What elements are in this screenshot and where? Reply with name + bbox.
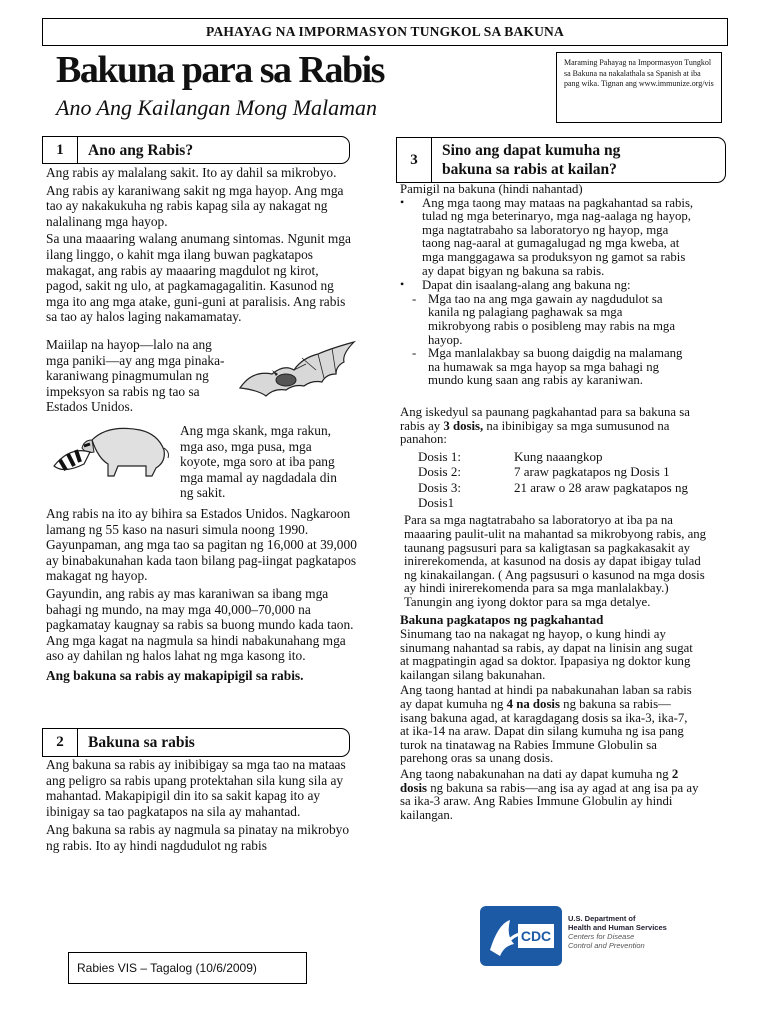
- schedule-intro: [400, 406, 718, 447]
- section-number: 1: [43, 137, 78, 163]
- agency-line: Health and Human Services: [568, 923, 667, 932]
- paragraph: Sa una maaaring walang anumang sintomas. Ngunit mga ilang linggo, o kahit mga ilang buwan pagkatapos makagat, ang rabis ay maaaring magdulot ng kirot, pagod, sakit ng ulo, at pagkamagagalitin. Kasunod ng mga ito ang mga atake, guni-guni at paralisis. Ang rabis sa tao ay halos laging nakamamatay.: [46, 231, 351, 325]
- schedule-text: na ibinibigay sa mga sumusunod na panahon:: [400, 418, 670, 447]
- dose-row: [418, 480, 718, 495]
- dose-count: 4 na dosis: [506, 697, 560, 712]
- section-title: Bakuna sa rabis: [88, 734, 195, 751]
- section-2-body: [46, 757, 358, 854]
- lab-note: Para sa mga nagtatrabaho sa laboratoryo at iba pa na maaaring paulit-ulit na mahantad sa mikrobyong rabis, ang taunang pagsusuri para sa kaligtasan sa pagkakasakit ay inirerekomenda, at kasunod na dosis ay dapat ibigay tulad ng kinakailangan. ( Ang pagsusuri o kasunod na mga dosis ay hindi inirerekomenda para sa mga manlalakbay.) Tanungin ang iyong doktor para sa mga detalye.: [404, 513, 707, 609]
- list-item-text: Dapat din isaalang-alang ang bakuna ng:: [422, 278, 631, 293]
- eligibility-list: [400, 197, 718, 293]
- key-statement: Ang bakuna sa rabis ay makapipigil sa rabis.: [46, 667, 304, 683]
- cdc-logo-text: CDC: [520, 928, 552, 944]
- dose-continuation: Dosis1: [418, 494, 455, 510]
- dose-timing: Kung naaangkop: [514, 448, 603, 464]
- section-number: 2: [43, 729, 78, 756]
- paragraph: Ang bakuna sa rabis ay nagmula sa pinatay na mikrobyo ng rabis. Ito ay hindi nagdudulot ng rabis: [46, 822, 350, 853]
- document-header-bar: PAHAYAG NA IMPORMASYON TUNGKOL SA BAKUNA: [42, 18, 728, 46]
- section-2-header: [42, 728, 350, 757]
- hhs-cdc-logo: [480, 906, 696, 966]
- list-item: - Mga manlalakbay sa buong daigdig na malamang na humawak sa mga hayop sa mga bahagi ng mundo kung saan ang rabis ay karaniwan.: [406, 347, 718, 388]
- paragraph-text: Ang taong hantad at hindi pa nabakunahan laban sa rabis ay dapat kumuha ng: [400, 683, 692, 712]
- agency-line: Control and Prevention: [568, 941, 645, 950]
- schedule-text: Ang iskedyul sa paunang pagkahantad para sa bakuna sa rabis ay: [400, 404, 690, 433]
- bat-illustration: [232, 340, 358, 400]
- agency-line: U.S. Department of: [568, 914, 636, 923]
- list-item: - Mga tao na ang mga gawain ay nagdudulot sa kanila ng palagiang paghawak sa mga mikrobyong rabis o posibleng may rabis na mga hayop.: [406, 293, 718, 347]
- document-version-footer: Rabies VIS – Tagalog (10/6/2009): [68, 952, 307, 984]
- dose-label: Dosis 3:: [418, 479, 461, 495]
- raccoon-paragraph: Ang mga skank, mga rakun, mga aso, mga pusa, mga koyote, mga soro at iba pang mga mamal ay nagdadala din ng sakit.: [180, 423, 337, 501]
- dose-timing: 7 araw pagkatapos ng Dosis 1: [514, 464, 670, 480]
- dose-schedule: [400, 449, 718, 511]
- paragraph: Ang bakuna sa rabis ay inibibigay sa mga tao na mataas ang peligro sa rabis upang protektahan sila kung sila ay mahantad. Makapipigil din ito sa sakit kapag ito ay ibinigay sa tao pagkatapos na sila ay mahantad.: [46, 757, 346, 819]
- section-1-body-2: [46, 506, 358, 684]
- dose-label: Dosis 2:: [418, 464, 461, 480]
- hhs-eagle-icon: [480, 906, 562, 966]
- paragraph: Ang rabis ay malalang sakit. Ito ay dahil sa mikrobyo.: [46, 165, 337, 180]
- agency-name: [568, 914, 696, 950]
- list-item: • Ang mga taong may mataas na pagkahantad sa rabis, tulad ng mga beterinaryo, mga nag-aalaga ng hayop, mga nagtatrabaho sa laboratoryo ng hayop, mga taong nag-aaral at gumagalugad ng mga kweba, at mga manggagawa sa produksyon ng gamot sa rabis ay dapat bigyan ng bakuna sa rabis.: [400, 197, 718, 279]
- dose-row: [418, 464, 718, 479]
- consider-list: [400, 293, 718, 388]
- paragraph-text: ng bakuna sa rabis—ang isa ay agad at ang isa pa ay sa ika-3 araw. Ang Rabies Immune Globulin ay hindi kailangan.: [400, 780, 699, 822]
- section-1-header: [42, 136, 350, 164]
- paragraph: Gayundin, ang rabis ay mas karaniwan sa ibang mga bahagi ng mundo, na may mga 40,000–70,000 na pagkamatay kaugnay sa rabis sa buong mundo kada taon. Ang mga kagat na nagmula sa hindi nabakunahang mga aso ay dahilan ng halos lahat ng mga kasong ito.: [46, 585, 354, 664]
- agency-line: Centers for Disease: [568, 932, 635, 941]
- bat-paragraph: Maiilap na hayop—lalo na ang mga paniki—ay ang mga pinaka-karaniwang pinagmumulan ng impeksyon sa rabis ng tao sa Estados Unidos.: [46, 337, 225, 415]
- paragraph: Ang rabis na ito ay bihira sa Estados Unidos. Nagkaroon lamang ng 55 kaso na nasuri simula noong 1990. Gayunpaman, ang mga tao sa pagitan ng 16,000 at 39,000 ay binabakunahan kada taon bilang pag-iingat pagkatapos makagat ng hayop.: [46, 506, 357, 584]
- document-subtitle: Ano Ang Kailangan Mong Malaman: [56, 95, 378, 120]
- section-number: 3: [397, 138, 432, 182]
- section-3-header: [396, 137, 726, 183]
- paragraph: [400, 768, 718, 822]
- subheading: Pamigil na bakuna (hindi nahantad): [400, 182, 583, 196]
- translations-note: Maraming Pahayag na Impormasyon Tungkol sa Bakuna na nakalathala sa Spanish at iba pang wika. Tignan ang www.immunize.org/vis: [556, 52, 722, 123]
- section-1-body: [46, 165, 356, 325]
- section-title: Ano ang Rabis?: [88, 141, 194, 159]
- section-title: Sino ang dapat kumuha ng bakuna sa rabis at kailan?: [442, 142, 621, 178]
- subheading: Bakuna pagkatapos ng pagkahantad: [400, 612, 604, 628]
- paragraph: Ang rabis ay karaniwang sakit ng mga hayop. Ang mga tao ay nakakukuha ng rabis kapag sila ay nakagat ng nalalinang mga hayop.: [46, 182, 344, 229]
- paragraph: Sinumang tao na nakagat ng hayop, o kung hindi ay sinumang nahantad sa rabis, ay dapat na linisin ang sugat at magpatingin agad sa doktor. Ipapasiya ng doktor kung kailangan silang bakunahan.: [400, 627, 693, 682]
- raccoon-illustration: [48, 418, 174, 478]
- dose-count: 2 dosis: [400, 767, 679, 795]
- dose-row: [418, 449, 718, 464]
- dose-timing: 21 araw o 28 araw pagkatapos ng: [514, 479, 688, 495]
- paragraph: [400, 684, 718, 766]
- paragraph-text: ng bakuna sa rabis—isang bakuna agad, at karagdagang dosis sa ika-3, ika-7, at ika-14 na araw. Dapat din silang kumuha ng isa pang turok na tinatawag na Rabies Immune Globulin sa parehong oras sa unang dosis.: [400, 697, 688, 766]
- document-title: Bakuna para sa Rabis: [56, 49, 384, 91]
- section-3-body: [400, 183, 718, 822]
- dose-label: Dosis 1:: [418, 448, 461, 464]
- schedule-doses: 3 dosis,: [443, 418, 484, 433]
- paragraph-text: Ang taong nabakunahan na dati ay dapat kumuha ng: [400, 767, 672, 781]
- list-item: [400, 279, 718, 293]
